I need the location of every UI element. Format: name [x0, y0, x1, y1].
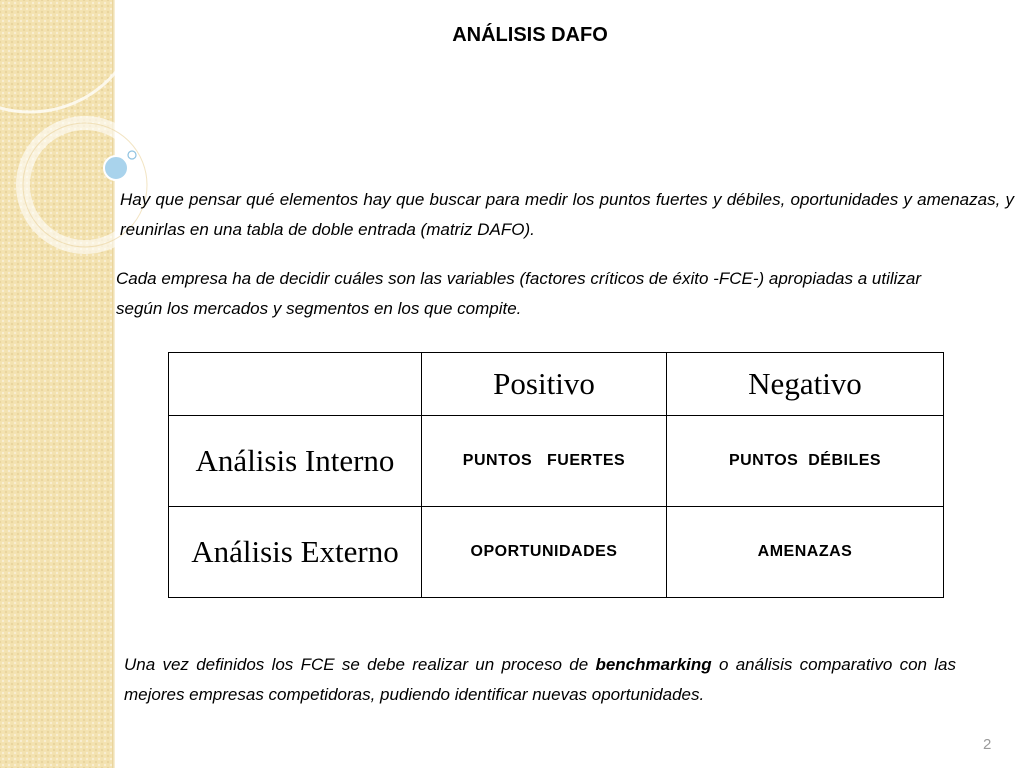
decorative-ring-large: [0, 0, 142, 112]
threats-text: AMENAZAS: [757, 542, 853, 560]
cell-weaknesses: [667, 416, 944, 506]
table-row: [169, 506, 944, 597]
dafo-matrix: [168, 352, 944, 598]
opportunities-text: OPORTUNIDADES: [470, 542, 618, 560]
decorative-bubble-icon: [104, 156, 128, 180]
cell-opportunities: [422, 506, 667, 597]
strengths-text: PUNTOS FUERTES: [462, 451, 626, 469]
cell-threats: [667, 506, 944, 597]
row-label-external: Análisis Externo: [169, 506, 422, 597]
benchmarking-term: benchmarking: [595, 655, 712, 674]
paragraph-intro: Hay que pensar qué elementos hay que buscar para medir los puntos fuertes y débiles, oportunidades y amenazas, y reunirlas en una tabla de doble entrada (matriz DAFO).: [120, 190, 1014, 239]
cell-strengths: [422, 416, 667, 506]
table-row: [169, 416, 944, 506]
paragraph-fce: Cada empresa ha de decidir cuáles son las variables (factores críticos de éxito -FCE-) apropiadas a utilizar según los mercados y segmentos en los que compite.: [116, 269, 922, 318]
slide-title: ANÁLISIS DAFO: [452, 24, 608, 46]
table-header-row: [169, 353, 944, 416]
header-positive: Positivo: [422, 353, 667, 416]
row-label-internal: Análisis Interno: [169, 416, 422, 506]
benchmarking-text-after: o análisis comparativo con las mejores empresas competidoras, pudiendo identificar nuevas oportunidades.: [124, 655, 956, 704]
paragraph-benchmarking: [124, 650, 956, 710]
page-number: 2: [983, 736, 992, 753]
header-negative: Negativo: [667, 353, 944, 416]
weaknesses-text: PUNTOS DÉBILES: [728, 451, 882, 469]
decorative-small-bubble-icon: [128, 151, 136, 159]
benchmarking-text-before: Una vez definidos los FCE se debe realizar un proceso de: [124, 655, 596, 674]
table-corner-cell: [169, 353, 422, 416]
